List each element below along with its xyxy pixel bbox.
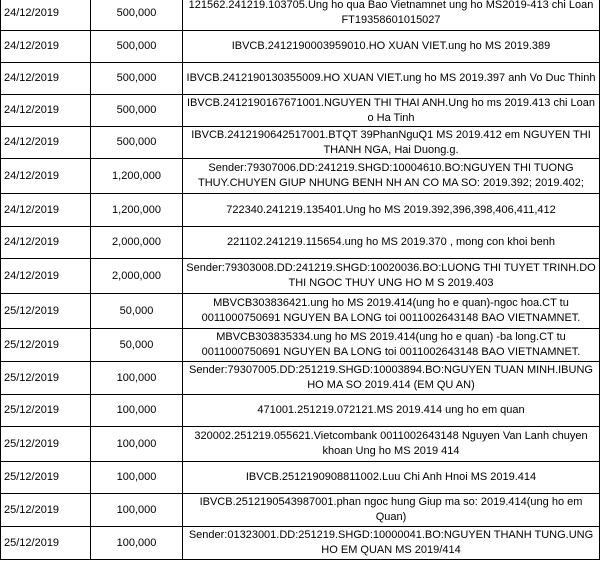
date-cell: 24/12/2019: [1, 127, 91, 159]
description-cell: IBVCB.2512190908811002.Luu Chi Anh Hnoi MS 2019.414: [183, 462, 600, 494]
amount-cell: 500,000: [91, 31, 183, 63]
amount-cell: 500,000: [91, 95, 183, 127]
description-cell: 722340.241219.135401.Ung ho MS 2019.392,396,398,406,411,412: [183, 194, 600, 227]
description-cell: MBVCB303835334.ung ho MS 2019.414(ung ho e quan) -ba long.CT tu 0011000750691 NGUYEN BA LONG toi 0011002643148 BAO VIETNAMNET.: [183, 329, 600, 362]
date-cell: 24/12/2019: [1, 159, 91, 194]
amount-cell: 100,000: [91, 395, 183, 427]
amount-cell: 500,000: [91, 127, 183, 159]
table-row: [1, 63, 600, 95]
table-row: [1, 31, 600, 63]
table-row: [1, 127, 600, 159]
date-cell: 24/12/2019: [1, 0, 91, 31]
description-cell: 121562.241219.103705.Ung ho qua Bao Vietnamnet ung ho MS2019-413 chi Loan FT19358601015027: [183, 0, 600, 31]
date-cell: 24/12/2019: [1, 31, 91, 63]
table-row: [1, 95, 600, 127]
description-cell: Sender:79307006.DD:241219.SHGD:10004610.BO:NGUYEN THI TUONG THUY.CHUYEN GIUP NHUNG BENH NH AN CO MA SO: 2019.392; 2019.402;: [183, 159, 600, 194]
amount-cell: 100,000: [91, 527, 183, 560]
date-cell: 24/12/2019: [1, 259, 91, 294]
table-row: [1, 427, 600, 462]
table-row: [1, 227, 600, 259]
table-row: [1, 329, 600, 362]
description-cell: 320002.251219.055621.Vietcombank 0011002643148 Nguyen Van Lanh chuyen khoan Ung ho MS 2019 414: [183, 427, 600, 462]
amount-cell: 500,000: [91, 63, 183, 95]
table-row: [1, 395, 600, 427]
date-cell: 25/12/2019: [1, 362, 91, 395]
amount-cell: 100,000: [91, 494, 183, 527]
date-cell: 25/12/2019: [1, 494, 91, 527]
amount-cell: 100,000: [91, 427, 183, 462]
description-cell: IBVCB.2412190130355009.HO XUAN VIET.ung ho MS 2019.397 anh Vo Duc Thinh: [183, 63, 600, 95]
table-row: [1, 362, 600, 395]
date-cell: 25/12/2019: [1, 527, 91, 560]
donations-table-body: [1, 0, 600, 560]
amount-cell: 100,000: [91, 362, 183, 395]
table-row: [1, 259, 600, 294]
description-cell: IBVCB.2512190543987001.phan ngoc hung Giup ma so: 2019.414(ung ho em Quan): [183, 494, 600, 527]
table-row: [1, 159, 600, 194]
description-cell: Sender:79307005.DD:251219.SHGD:10003894.BO:NGUYEN TUAN MINH.IBUNG HO MA SO 2019.414 (EM QU AN): [183, 362, 600, 395]
date-cell: 25/12/2019: [1, 294, 91, 329]
amount-cell: 100,000: [91, 462, 183, 494]
table-row: [1, 494, 600, 527]
amount-cell: 1,200,000: [91, 194, 183, 227]
description-cell: MBVCB303836421.ung ho MS 2019.414(ung ho e quan)-ngoc hoa.CT tu 0011000750691 NGUYEN BA LONG toi 0011002643148 BAO VIETNAMNET.: [183, 294, 600, 329]
date-cell: 24/12/2019: [1, 63, 91, 95]
table-row: [1, 0, 600, 31]
date-cell: 25/12/2019: [1, 427, 91, 462]
description-cell: Sender:01323001.DD:251219.SHGD:10000041.BO:NGUYEN THANH TUNG.UNG HO EM QUAN MS 2019/414: [183, 527, 600, 560]
date-cell: 25/12/2019: [1, 462, 91, 494]
table-row: [1, 527, 600, 560]
amount-cell: 50,000: [91, 329, 183, 362]
table-row: [1, 294, 600, 329]
description-cell: 221102.241219.115654.ung ho MS 2019.370 , mong con khoi benh: [183, 227, 600, 259]
date-cell: 25/12/2019: [1, 395, 91, 427]
table-row: [1, 194, 600, 227]
description-cell: IBVCB.2412190642517001.BTQT 39PhanNguQ1 MS 2019.412 em NGUYEN THI THANH NGA, Hai Duong.g.: [183, 127, 600, 159]
description-cell: IBVCB.2412190003959010.HO XUAN VIET.ung ho MS 2019.389: [183, 31, 600, 63]
description-cell: Sender:79303008.DD:241219.SHGD:10020036.BO:LUONG THI TUYET TRINH.DO THI NGOC THUY UNG HO M S 2019.403: [183, 259, 600, 294]
date-cell: 25/12/2019: [1, 329, 91, 362]
amount-cell: 500,000: [91, 0, 183, 31]
date-cell: 24/12/2019: [1, 95, 91, 127]
date-cell: 24/12/2019: [1, 194, 91, 227]
description-cell: 471001.251219.072121.MS 2019.414 ung ho em quan: [183, 395, 600, 427]
table-row: [1, 462, 600, 494]
amount-cell: 2,000,000: [91, 259, 183, 294]
amount-cell: 2,000,000: [91, 227, 183, 259]
amount-cell: 50,000: [91, 294, 183, 329]
amount-cell: 1,200,000: [91, 159, 183, 194]
date-cell: 24/12/2019: [1, 227, 91, 259]
description-cell: IBVCB.2412190167671001.NGUYEN THI THAI ANH.Ung ho ms 2019.413 chi Loan o Ha Tinh: [183, 95, 600, 127]
